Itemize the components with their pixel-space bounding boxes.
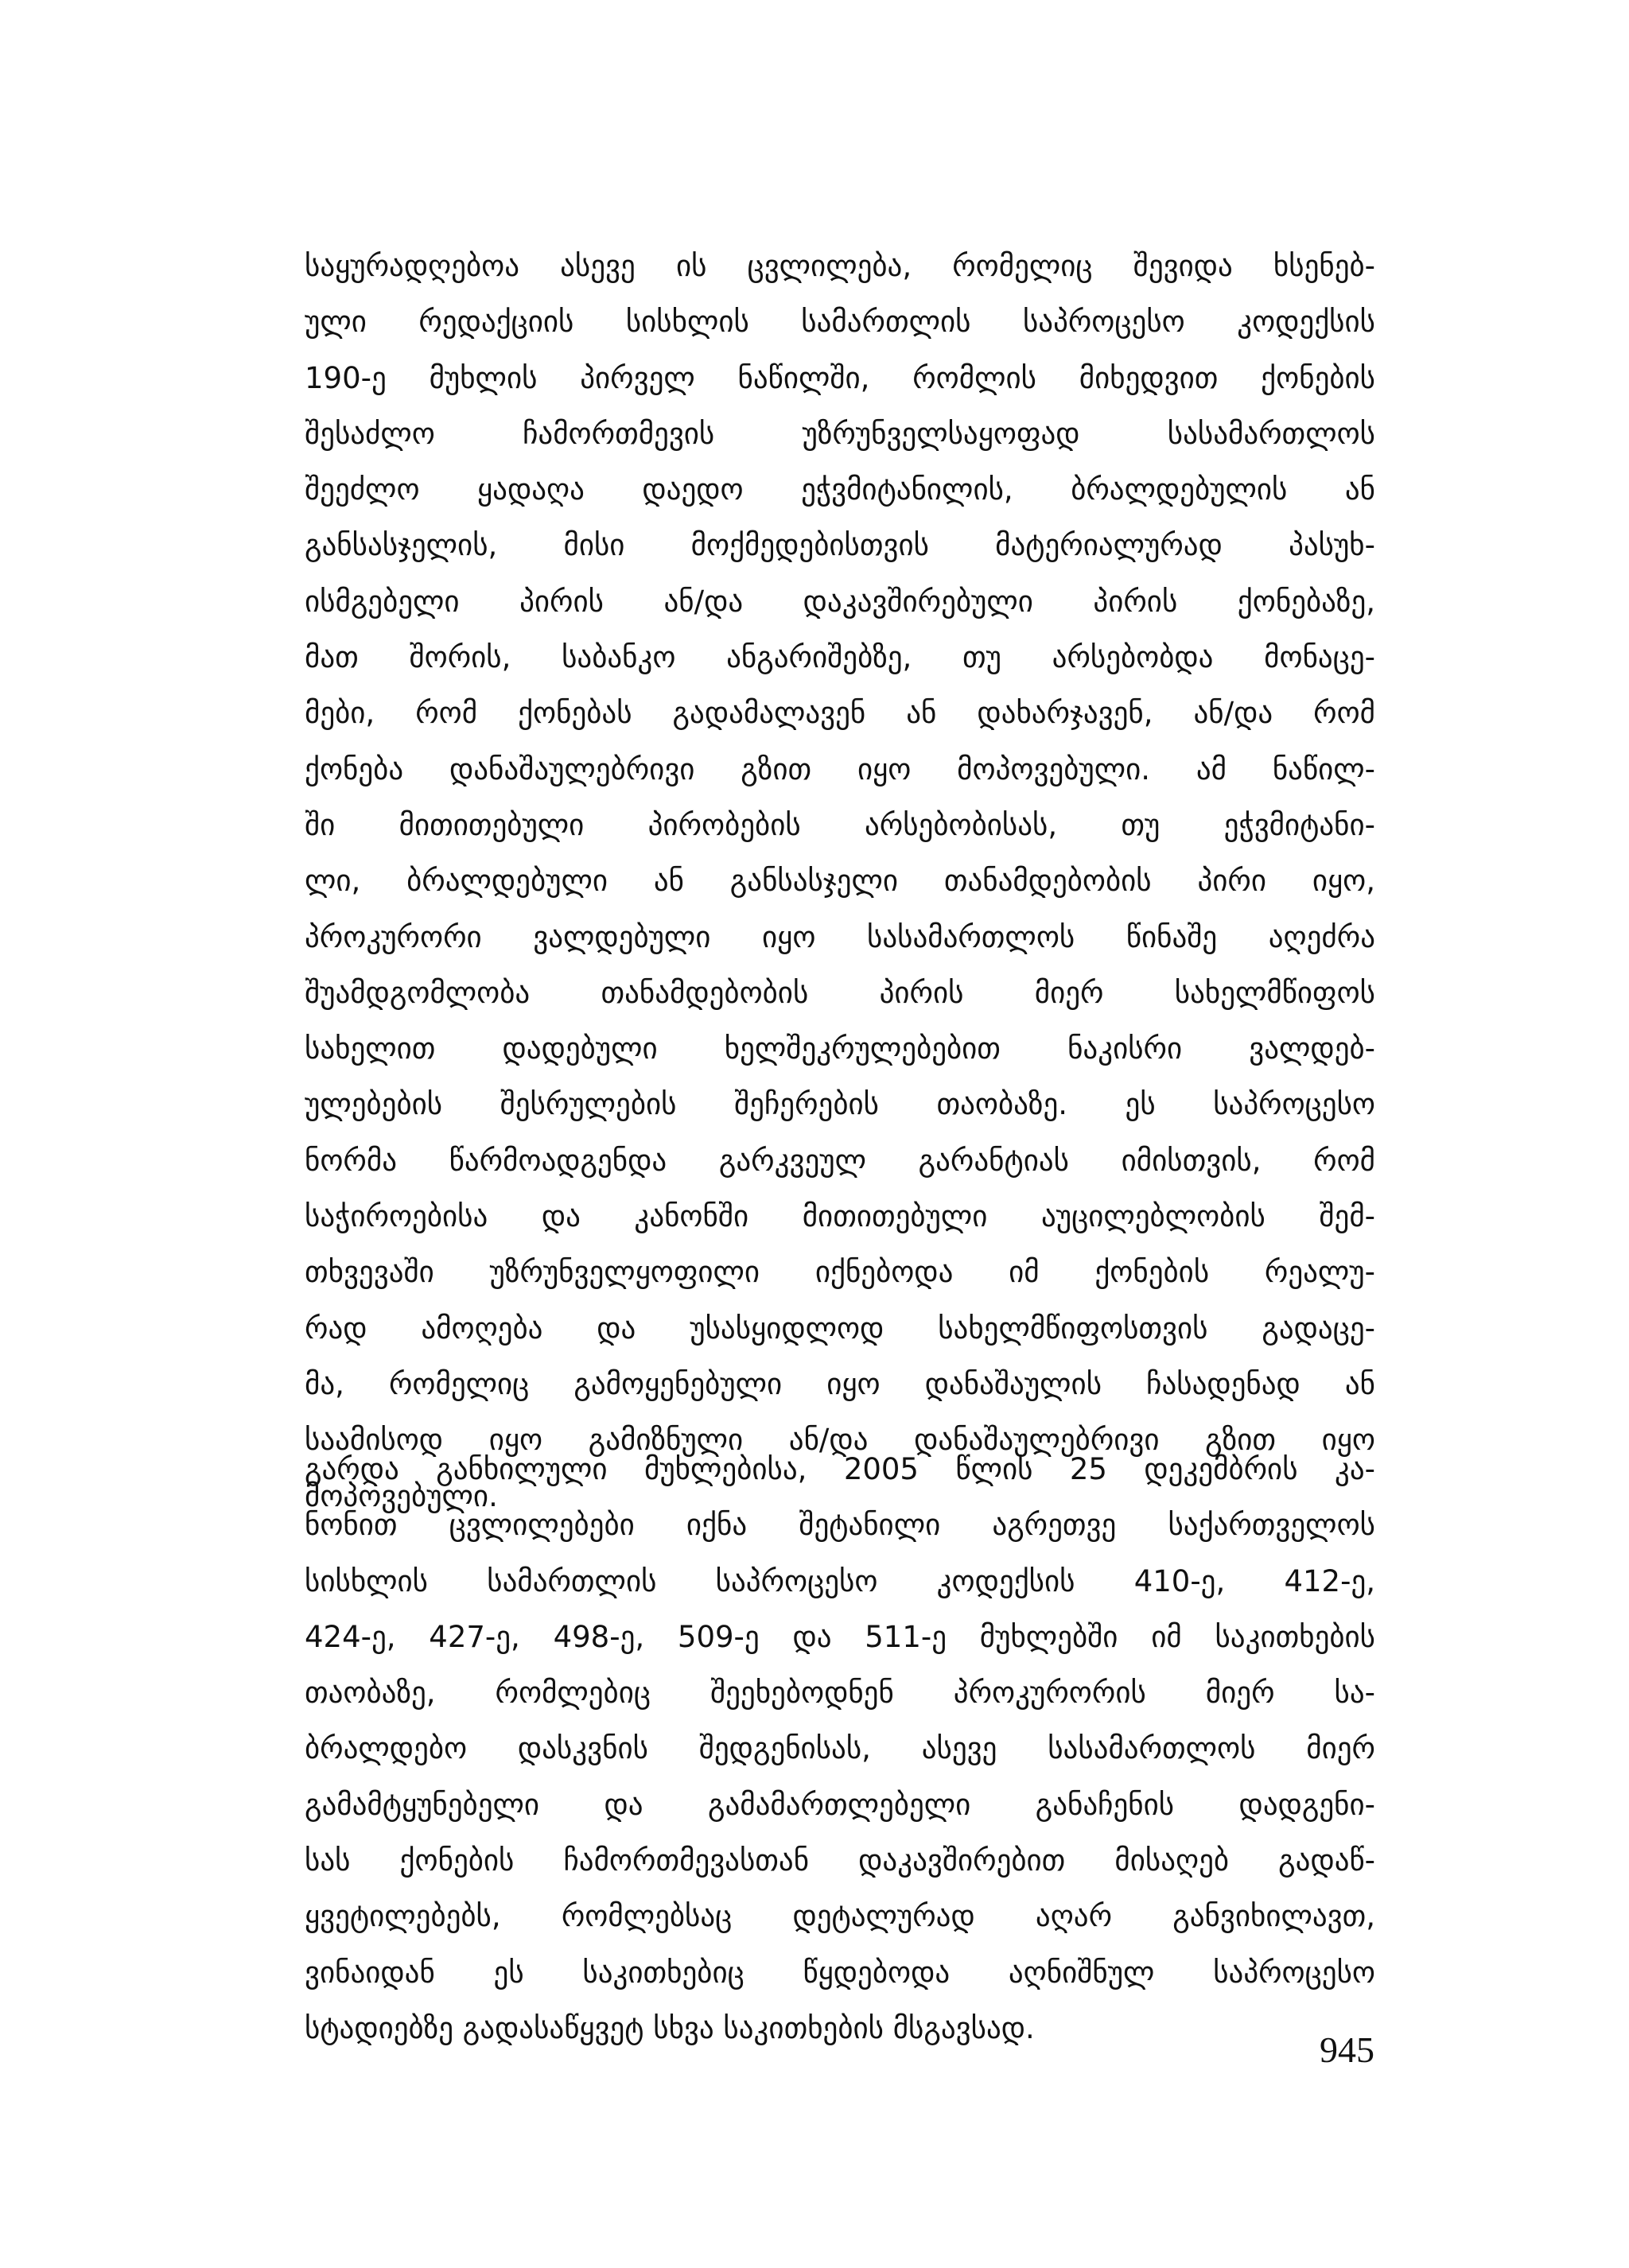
text-line: მათ შორის, საბანკო ანგარიშებზე, თუ არსებობდა მონაცე-: [305, 640, 1375, 675]
text-line: თხვევაში უზრუნველყოფილი იქნებოდა იმ ქონების რეალუ-: [305, 1255, 1375, 1290]
paragraph-2: [305, 1442, 1375, 2056]
text-line: ნორმა წარმოადგენდა გარკვეულ გარანტიას იმისთვის, რომ: [305, 1143, 1375, 1178]
text-line: პროკურორი ვალდებული იყო სასამართლოს წინაშე აღეძრა: [305, 919, 1375, 954]
text-line: ყვეტილებებს, რომლებსაც დეტალურად აღარ განვიხილავთ,: [305, 1899, 1375, 1934]
text-line: შესაძლო ჩამორთმევის უზრუნველსაყოფად სასამართლოს: [305, 416, 1375, 451]
text-line: ნონით ცვლილებები იქნა შეტანილი აგრეთვე საქართველოს: [305, 1508, 1375, 1543]
text-line: სისხლის სამართლის საპროცესო კოდექსის 410-ე, 412-ე,: [305, 1563, 1375, 1598]
text-line: ვინაიდან ეს საკითხებიც წყდებოდა აღნიშნულ საპროცესო: [305, 1955, 1375, 1990]
text-line: ბრალდებო დასკვნის შედგენისას, ასევე სასამართლოს მიერ: [305, 1731, 1375, 1766]
text-line: საყურადღებოა ასევე ის ცვლილება, რომელიც შევიდა ხსენებ-: [305, 249, 1375, 283]
text-line: შუამდგომლობა თანამდებობის პირის მიერ სახელმწიფოს: [305, 975, 1375, 1010]
text-line: შეეძლო ყადაღა დაედო ეჭვმიტანილის, ბრალდებულის ან: [305, 472, 1375, 507]
text-line: მები, რომ ქონებას გადამალავენ ან დახარჯავენ, ან/და რომ: [305, 696, 1375, 731]
text-line: 424-ე, 427-ე, 498-ე, 509-ე და 511-ე მუხლებში იმ საკითხების: [305, 1619, 1375, 1654]
text-line: მა, რომელიც გამოყენებული იყო დანაშაულის ჩასადენად ან: [305, 1366, 1375, 1401]
text-line: ული რედაქციის სისხლის სამართლის საპროცესო კოდექსის: [305, 305, 1375, 340]
text-line: მოპოვებული.: [305, 1478, 498, 1513]
text-line: ულებების შესრულების შეჩერების თაობაზე. ეს საპროცესო: [305, 1087, 1375, 1122]
text-line: საამისოდ იყო გამიზნული ან/და დანაშაულებრივი გზით იყო: [305, 1423, 1375, 1458]
text-line: ქონება დანაშაულებრივი გზით იყო მოპოვებული. ამ ნაწილ-: [305, 751, 1375, 786]
text-line: 190-ე მუხლის პირველ ნაწილში, რომლის მიხედვით ქონების: [305, 360, 1375, 395]
text-line: ლი, ბრალდებული ან განსასჯელი თანამდებობის პირი იყო,: [305, 864, 1375, 899]
text-line: რად ამოღება და უსასყიდლოდ სახელმწიფოსთვის გადაცე-: [305, 1311, 1375, 1346]
text-line: სტადიებზე გადასაწყვეტ სხვა საკითხების მსგავსად.: [305, 2010, 1035, 2045]
text-line: ში მითითებული პირობების არსებობისას, თუ ეჭვმიტანი-: [305, 807, 1375, 842]
text-line: ისმგებელი პირის ან/და დაკავშირებული პირის ქონებაზე,: [305, 584, 1375, 619]
text-line: სახელით დადებული ხელშეკრულებებით ნაკისრი ვალდებ-: [305, 1031, 1375, 1066]
text-line: სას ქონების ჩამორთმევასთან დაკავშირებით მისაღებ გადაწ-: [305, 1843, 1375, 1878]
text-line: განსასჯელის, მისი მოქმედებისთვის მატერიალურად პასუხ-: [305, 528, 1375, 563]
text-line: გარდა განხილული მუხლებისა, 2005 წლის 25 დეკემბრის კა-: [305, 1452, 1375, 1486]
text-line: საჭიროებისა და კანონში მითითებული აუცილებლობის შემ-: [305, 1199, 1375, 1234]
text-line: გამამტყუნებელი და გამამართლებელი განაჩენის დადგენი-: [305, 1787, 1375, 1822]
page-number: 945: [1320, 2029, 1374, 2070]
text-line: თაობაზე, რომლებიც შეეხებოდნენ პროკურორის მიერ სა-: [305, 1676, 1375, 1711]
paragraph-1: [305, 239, 1375, 1524]
